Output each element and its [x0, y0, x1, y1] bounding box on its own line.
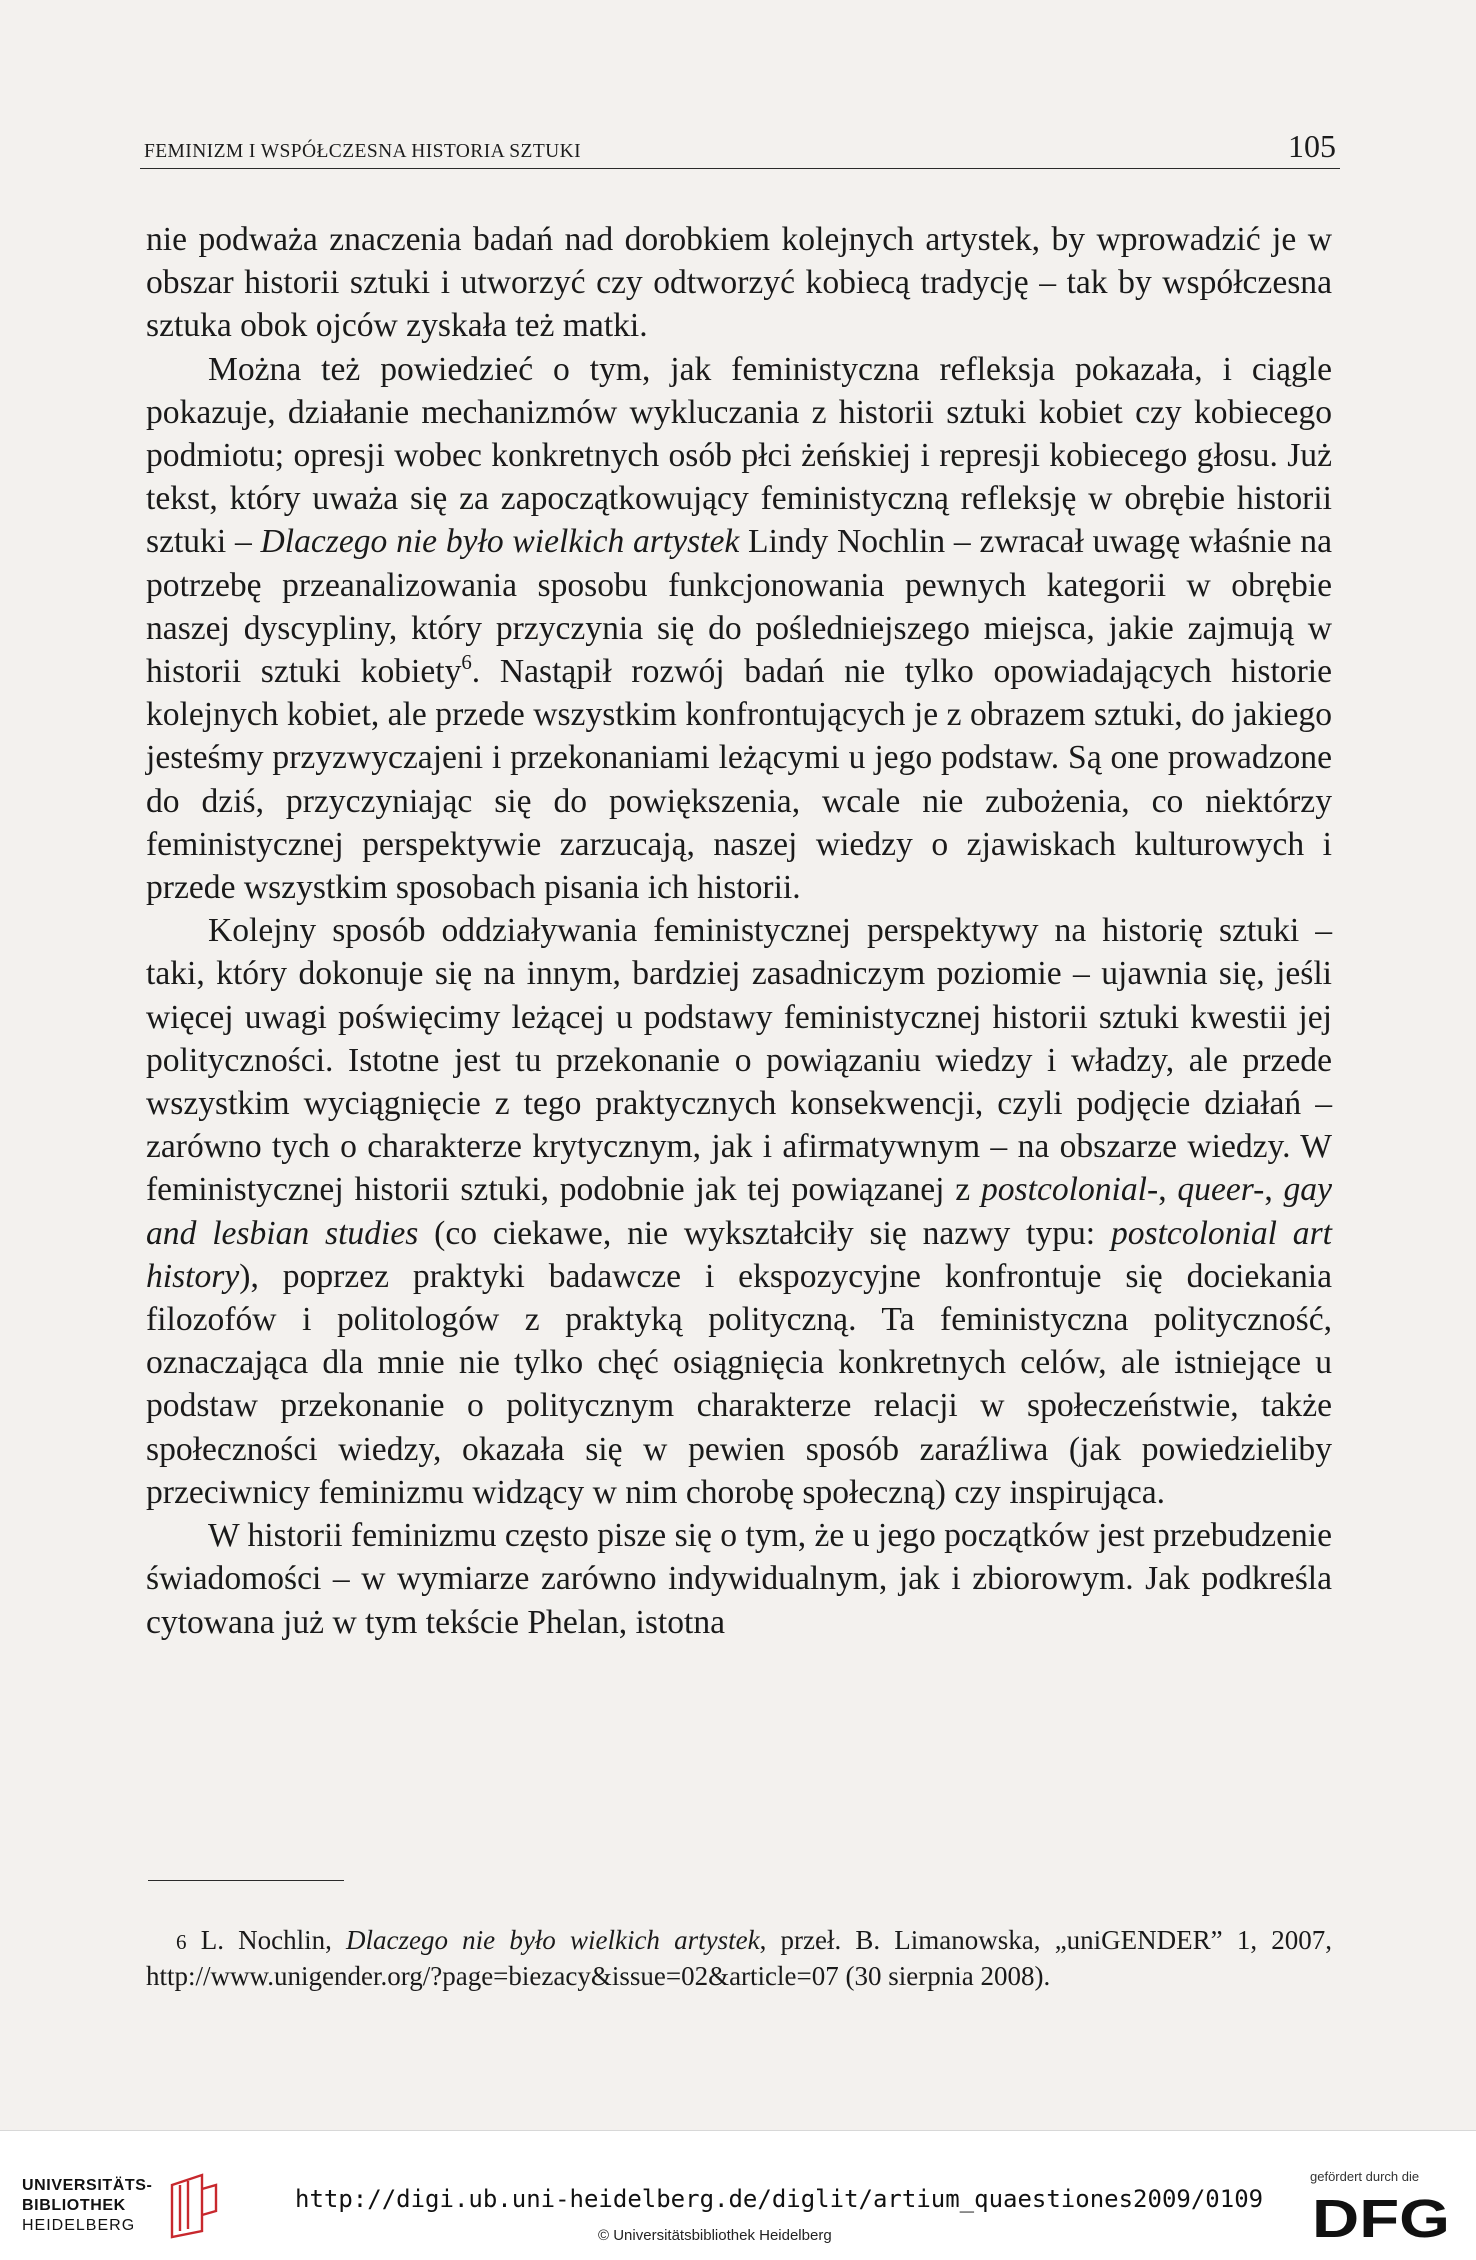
library-logo[interactable] [22, 2177, 222, 2247]
paragraph [146, 348, 1332, 910]
library-name-line3: HEIDELBERG [22, 2217, 136, 2234]
copyright-text: © Universitätsbibliothek Heidelberg [598, 2227, 832, 2244]
text-run: . Nastąpił rozwój badań nie tylko opowiadających historie kolejnych kobiet, ale przede wszystkim konfrontujących je z obrazem sztuki, do jakiego jesteśmy przyzwyczajeni i przekonaniami leżącymi u jego podstaw. Są one prowadzone do dziś, przyczyniając się do powiększenia, wcale nie zubożenia, co niektórzy feministycznej perspektywie zarzucają, naszej wiedzy o zjawiskach kulturowych i przede wszystkim sposobach pisania ich historii. [146, 653, 1332, 907]
text-run: Kolejny sposób oddziaływania feministycznej perspektywy na historię sztuki – taki, który dokonuje się na innym, bardziej zasadniczym poziomie – ujawnia się, jeśli więcej uwagi poświęcimy leżącej u podstawy feministycznej historii sztuki kwestii jej polityczności. Istotne jest tu przekonanie o powiązaniu wiedzy i władzy, ale przede wszystkim wyciągnięcie z tego praktycznych konsekwencji, czyli podjęcie działań – zarówno tych o charakterze krytycznym, jak i afirmatywnym – na obszarze wiedzy. W feministycznej historii sztuki, podobnie jak tej powiązanej z [146, 912, 1332, 1209]
body-text [146, 218, 1332, 1644]
italic-title: postcolonial- [980, 1171, 1159, 1209]
library-name-line1: UNIVERSITÄTS- [22, 2177, 153, 2194]
footnote-divider [148, 1880, 344, 1881]
page-url-link[interactable]: http://digi.ub.uni-heidelberg.de/diglit/artium_quaestiones2009/0109 [295, 2185, 1264, 2213]
paragraph [146, 909, 1332, 1514]
digitization-footer [0, 2130, 1476, 2260]
running-head-title: FEMINIZM I WSPÓŁCZESNA HISTORIA SZTUKI [144, 141, 582, 162]
text-run: W historii feminizmu często pisze się o tym, że u jego początków jest przebudzenie świadomości – w wymiarze zarówno indywidualnym, jak i zbiorowym. Jak podkreśla cytowana już w tym tekście Phelan, istotna [146, 1517, 1332, 1641]
funded-by-label: gefördert durch die [1310, 2169, 1420, 2184]
text-run: Lindy Nochlin – zwracał uwagę właśnie na potrzebę przeanalizowania sposobu funkcjonowania pewnych kategorii w obrębie naszej dyscypliny, który przyczynia się do pośledniejszego miejsca, jakie zajmują w historii sztuki kobiety [146, 523, 1332, 691]
paragraph [146, 1514, 1332, 1644]
text-run: , [1264, 1171, 1284, 1209]
running-head [140, 120, 1340, 169]
text-run: (co ciekawe, nie wykształciły się nazwy typu: [418, 1214, 1111, 1252]
italic-title: gay and lesbian studies [146, 1171, 1332, 1252]
text-run: , [1158, 1171, 1178, 1209]
footnote-mark: 6 [176, 1930, 187, 1954]
italic-title: Dlaczego nie było wielkich artystek [346, 1925, 760, 1955]
italic-title: queer- [1177, 1171, 1265, 1209]
paragraph [146, 218, 1332, 348]
footnote [146, 1923, 1332, 1993]
footnote-text [146, 1925, 1332, 1991]
text-run: L. Nochlin, [186, 1925, 347, 1955]
text-run: ), poprzez praktyki badawcze i ekspozycyjne konfrontuje się dociekania filozofów i politologów z praktyką polityczną. Ta feministyczna polityczność, oznaczająca dla mnie nie tylko chęć osiągnięcia konkretnych celów, ale istniejące u podstaw przekonanie o politycznym charakterze relacji w społeczeństwie, także społeczności wiedzy, okazała się w pewien sposób zaraźliwa (jak powiedzieliby przeciwnicy feminizmu widzący w nim chorobę społeczną) czy inspirująca. [146, 1257, 1332, 1511]
italic-title: postcolonial art history [146, 1214, 1332, 1295]
text-run: , przeł. B. Limanowska, „uniGENDER” 1, 2007, http://www.unigender.org/?page=biezacy&issue=02&article=07 (30 sierpnia 2008). [146, 1925, 1332, 1991]
text-run: Można też powiedzieć o tym, jak feministyczna refleksja pokazała, i ciągle pokazuje, działanie mechanizmów wykluczania z historii sztuki kobiet czy kobiecego podmiotu; opresji wobec konkretnych osób płci żeńskiej i represji kobiecego głosu. Już tekst, który uważa się za zapoczątkowujący feministyczną refleksję w obrębie historii sztuki – [146, 350, 1332, 561]
text-run: nie podważa znaczenia badań nad dorobkiem kolejnych artystek, by wprowadzić je w obszar historii sztuki i utworzyć czy odtworzyć kobiecą tradycję – tak by współczesna sztuka obok ojców zyskała też matki. [146, 221, 1332, 345]
footnote-reference[interactable]: 6 [461, 650, 472, 675]
dfg-logo[interactable] [1312, 2191, 1452, 2243]
page-number: 105 [1288, 128, 1336, 164]
library-name-line2: BIBLIOTHEK [22, 2197, 126, 2214]
library-mark-icon [162, 2171, 220, 2239]
italic-title: Dlaczego nie było wielkich artystek [260, 523, 740, 561]
dfg-logo-text: DFG [1312, 2191, 1450, 2243]
